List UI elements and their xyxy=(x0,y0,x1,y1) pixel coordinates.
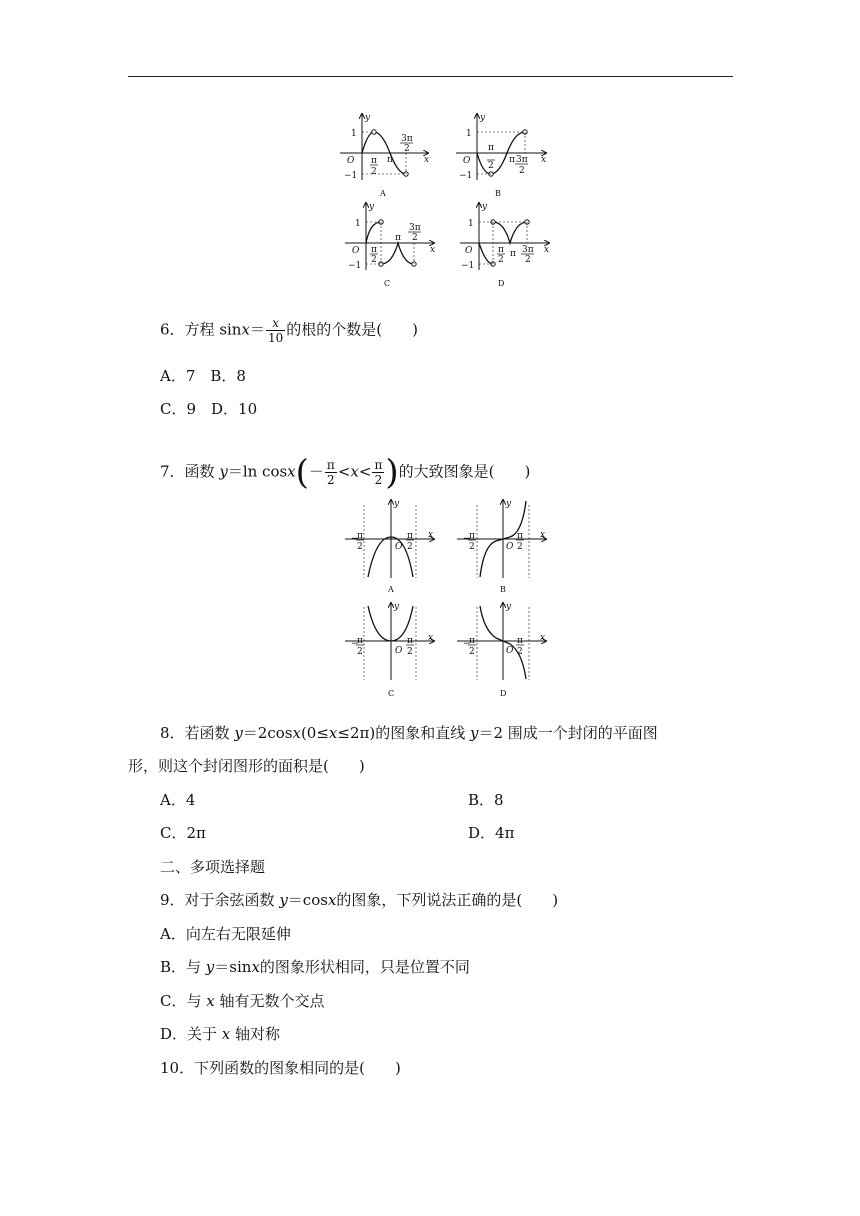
q7-func: ＝ln cos xyxy=(227,462,288,481)
lt: < xyxy=(337,462,351,481)
tick-neg-one: −1 xyxy=(461,261,475,271)
q7-text: 函数 xyxy=(184,462,220,481)
axis-y: y xyxy=(482,202,488,212)
tick-three-pi-den: 2 xyxy=(412,233,418,243)
q9-option-d xyxy=(160,1024,280,1044)
origin: O xyxy=(506,646,514,656)
tick-three-pi-num: 3π xyxy=(409,223,421,233)
tick-pi: π xyxy=(469,636,475,646)
question-10: 10．下列函数的图象相同的是( ) xyxy=(160,1059,401,1077)
q8-var: x xyxy=(328,724,338,742)
q7-text-end: 的大致图象是( ) xyxy=(398,462,531,481)
q9-var: y xyxy=(279,891,288,909)
q8-text: 8．若函数 xyxy=(160,724,235,742)
neg-sign: − xyxy=(351,534,359,544)
tick-pi-half-den: 2 xyxy=(488,161,494,171)
q7-graph-c xyxy=(345,602,434,698)
opt-text: 轴对称 xyxy=(230,1025,281,1043)
label-d: D xyxy=(498,279,505,288)
axis-y: y xyxy=(394,499,400,509)
q5-graph-b xyxy=(456,113,546,198)
question-7 xyxy=(160,452,531,493)
tick-one: 1 xyxy=(355,219,361,229)
tick-three-pi-den: 2 xyxy=(519,166,525,176)
tick-two: 2 xyxy=(517,647,523,657)
axis-y: y xyxy=(480,113,486,123)
label-a: A xyxy=(388,585,394,594)
axis-y: y xyxy=(369,202,375,212)
label-b: B xyxy=(500,585,506,594)
tick-neg-one: −1 xyxy=(459,171,473,181)
q8-var: x xyxy=(292,724,301,742)
label-a: A xyxy=(380,189,386,198)
opt-text: B．与 xyxy=(160,958,206,976)
origin: O xyxy=(506,542,514,552)
q6-text: 方程 sin xyxy=(184,320,242,339)
q8-text: ＝2cos xyxy=(242,724,293,742)
lt: < xyxy=(358,462,372,481)
frac-den: 2 xyxy=(327,473,335,487)
q8-text: ≤2π)的图象和直线 xyxy=(337,724,470,742)
tick-neg-one: −1 xyxy=(344,171,358,181)
q7-graphs xyxy=(0,490,860,700)
axis-x: x xyxy=(540,530,546,540)
axis-x: x xyxy=(430,245,436,255)
q9-var: x xyxy=(327,891,337,909)
opt-text: 轴有无数个交点 xyxy=(214,992,325,1010)
tick-one: 1 xyxy=(351,129,357,139)
tick-pi: π xyxy=(517,531,523,541)
tick-three-pi-num: 3π xyxy=(401,134,413,144)
tick-pi-half-num: π xyxy=(371,245,377,255)
origin: O xyxy=(395,542,403,552)
tick-pi: π xyxy=(517,636,523,646)
tick-pi: π xyxy=(469,531,475,541)
top-rule xyxy=(128,76,733,77)
question-9 xyxy=(160,890,558,910)
q7-var-x: x xyxy=(287,462,296,481)
tick-one: 1 xyxy=(466,129,472,139)
q8-var: y xyxy=(469,724,479,742)
q7-frac2 xyxy=(372,458,384,487)
tick-pi: π xyxy=(357,531,363,541)
origin: O xyxy=(395,646,403,656)
q7-var-y: y xyxy=(219,462,228,481)
tick-two: 2 xyxy=(407,542,413,552)
q6-fraction xyxy=(266,316,285,345)
origin: O xyxy=(347,156,355,166)
q6-var: x xyxy=(241,320,250,339)
question-8-line1 xyxy=(160,723,658,743)
q8-text: ＝2 围成一个封闭的平面图 xyxy=(478,724,658,742)
frac-num: x xyxy=(266,316,285,331)
axis-x: x xyxy=(544,245,550,255)
origin: O xyxy=(465,246,473,256)
q7-graph-d xyxy=(457,602,546,698)
label-c: C xyxy=(384,279,391,288)
opt-text: 的图象形状相同，只是位置不同 xyxy=(259,958,470,976)
tick-three-pi-den: 2 xyxy=(404,144,410,154)
q7-var-x: x xyxy=(350,462,359,481)
opt-text: ＝sin xyxy=(214,958,252,976)
tick-pi: π xyxy=(407,531,413,541)
q9-option-a: A．向左右无限延伸 xyxy=(160,925,291,943)
tick-pi: π xyxy=(407,636,413,646)
tick-pi: π xyxy=(395,233,401,243)
q9-option-b xyxy=(160,957,470,977)
tick-three-pi-num: 3π xyxy=(522,245,534,255)
tick-two: 2 xyxy=(357,647,363,657)
frac-num: π xyxy=(326,458,335,472)
label-d: D xyxy=(500,689,507,698)
label-b: B xyxy=(495,189,501,198)
q6-options-row1: A．7 B．8 xyxy=(160,367,246,385)
axis-y: y xyxy=(506,499,512,509)
q5-graphs xyxy=(0,100,860,400)
opt-text: C．与 xyxy=(160,992,207,1010)
axis-x: x xyxy=(541,155,547,165)
tick-pi-half-den: 2 xyxy=(371,167,377,177)
origin: O xyxy=(463,156,471,166)
tick-pi-half-den: 2 xyxy=(498,255,504,265)
axis-x: x xyxy=(428,530,434,540)
opt-var: x xyxy=(206,992,215,1010)
q8-text: (0≤ xyxy=(300,724,329,742)
q8-option-b: B．8 xyxy=(468,791,504,809)
tick-two: 2 xyxy=(517,542,523,552)
frac-den: 10 xyxy=(267,331,284,345)
tick-pi: π xyxy=(387,155,393,165)
tick-two: 2 xyxy=(407,647,413,657)
question-number: 7． xyxy=(160,462,185,481)
q5-graph-d xyxy=(460,202,549,288)
tick-pi: π xyxy=(357,636,363,646)
q6-eq: ＝ xyxy=(249,320,265,339)
left-paren: ( xyxy=(295,452,309,493)
opt-var: x xyxy=(251,958,260,976)
axis-y: y xyxy=(394,602,400,612)
frac-num: π xyxy=(374,458,383,472)
opt-var: y xyxy=(205,958,215,976)
tick-pi: π xyxy=(510,249,516,259)
q6-text-end: 的根的个数是( ) xyxy=(286,320,418,339)
label-c: C xyxy=(388,689,395,698)
q6-options-row2: C．9 D．10 xyxy=(160,400,258,418)
tick-three-pi-num: 3π xyxy=(516,155,528,165)
axis-y: y xyxy=(506,602,512,612)
opt-var: x xyxy=(221,1025,231,1043)
neg-sign: − xyxy=(463,534,471,544)
question-6 xyxy=(160,316,418,345)
tick-two: 2 xyxy=(469,647,475,657)
tick-pi-half-den: 2 xyxy=(371,255,377,265)
axis-y: y xyxy=(365,113,371,123)
tick-one: 1 xyxy=(468,219,474,229)
tick-two: 2 xyxy=(469,542,475,552)
section-heading: 二、多项选择题 xyxy=(160,858,266,876)
frac-den: 2 xyxy=(374,473,383,487)
q5-graph-a xyxy=(340,113,429,198)
tick-three-pi-den: 2 xyxy=(525,255,531,265)
minus: － xyxy=(308,462,324,481)
q8-option-a: A．4 xyxy=(160,791,196,809)
q9-text: 的图象，下列说法正确的是( ) xyxy=(336,891,559,909)
tick-pi-half-num: π xyxy=(488,143,494,153)
right-paren: ) xyxy=(385,452,399,493)
tick-neg-one: −1 xyxy=(348,261,362,271)
tick-pi-half-num: π xyxy=(371,156,377,166)
q9-text: 9．对于余弦函数 xyxy=(160,891,280,909)
tick-pi-half-num: π xyxy=(498,245,504,255)
q7-graph-a xyxy=(345,499,434,594)
q5-graph-c xyxy=(345,202,435,288)
question-number: 6． xyxy=(160,320,185,339)
q8-option-c: C．2π xyxy=(160,824,206,842)
opt-text: D．关于 xyxy=(160,1025,222,1043)
q7-frac1 xyxy=(325,458,337,487)
q8-var: y xyxy=(234,724,243,742)
question-8-line2: 形，则这个封闭图形的面积是( ) xyxy=(128,757,365,775)
q7-graph-b xyxy=(457,499,546,594)
tick-pi: π xyxy=(509,155,515,165)
neg-sign: − xyxy=(463,639,471,649)
axis-x: x xyxy=(428,633,434,643)
axis-x: x xyxy=(540,633,546,643)
neg-sign: − xyxy=(351,639,359,649)
tick-two: 2 xyxy=(357,542,363,552)
q8-option-d: D．4π xyxy=(468,824,515,842)
origin: O xyxy=(352,246,360,256)
axis-x: x xyxy=(424,155,430,165)
q9-text: ＝cos xyxy=(287,891,328,909)
q9-option-c xyxy=(160,991,325,1011)
